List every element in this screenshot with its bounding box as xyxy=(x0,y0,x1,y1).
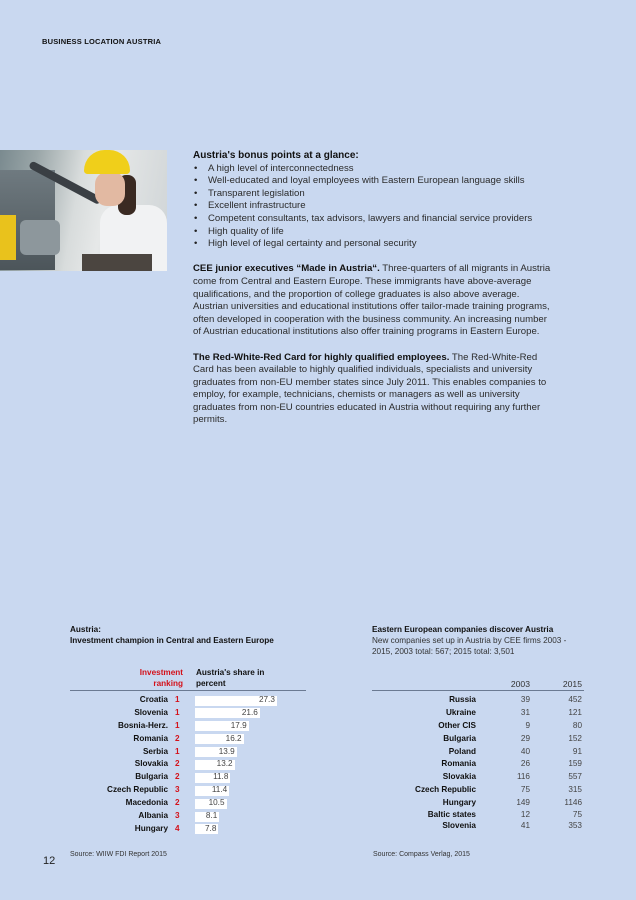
investment-rank: 3 xyxy=(175,811,180,821)
investment-champion-chart xyxy=(70,624,306,833)
bonus-points-list xyxy=(193,163,553,251)
value-2015: 91 xyxy=(572,746,582,756)
paragraph-lead: The Red-White-Red Card for highly qualified employees. xyxy=(193,351,450,363)
investment-rank: 2 xyxy=(175,759,180,769)
column-header-share xyxy=(196,667,264,689)
country-label: Romania xyxy=(441,759,476,769)
circuit-board xyxy=(82,254,152,271)
paragraph-cee-executives xyxy=(193,263,553,339)
bonus-point-item: • High level of legal certainty and personal security xyxy=(193,238,553,251)
share-bar xyxy=(195,773,230,783)
investment-rank: 1 xyxy=(175,746,180,756)
chart-row xyxy=(70,823,306,836)
country-label: Romania xyxy=(133,733,168,743)
table-row xyxy=(372,720,584,733)
value-2015: 315 xyxy=(568,785,582,795)
bonus-point-item: • High quality of life xyxy=(193,226,553,239)
value-2003: 149 xyxy=(516,798,530,808)
column-header-ranking xyxy=(70,667,183,689)
investment-rank: 1 xyxy=(175,707,180,717)
chart-row xyxy=(70,784,306,797)
country-label: Ukraine xyxy=(445,707,476,717)
face xyxy=(95,172,125,206)
share-bar xyxy=(195,708,260,718)
value-2015: 159 xyxy=(568,759,582,769)
header-text: percent xyxy=(196,679,226,688)
paragraph-body: The Red-White-Red Card has been available to highly qualified individuals, specialists and university graduates from non-EU member states since July 2011. This enables companies to employ, for example, technicians, chemists or managers as well as university graduates from non-EU countries educated in Austria without requiring any further permits. xyxy=(193,351,547,426)
value-2015: 75 xyxy=(572,810,582,820)
header-text: Austria's share in xyxy=(196,668,265,677)
chart-row xyxy=(70,720,306,733)
share-value: 17.9 xyxy=(230,720,247,730)
share-value: 7.8 xyxy=(205,823,217,833)
country-label: Baltic states xyxy=(427,810,476,820)
investment-rank: 2 xyxy=(175,733,180,743)
share-bar xyxy=(195,734,244,744)
value-2003: 39 xyxy=(520,695,530,704)
header-text: Investment xyxy=(139,668,183,677)
table-row xyxy=(372,694,584,707)
country-label: Russia xyxy=(449,695,476,704)
country-label: Albania xyxy=(138,811,168,821)
share-value: 13.9 xyxy=(218,746,235,756)
header-divider xyxy=(70,690,306,691)
chart-row xyxy=(70,707,306,720)
investment-rank: 1 xyxy=(175,695,180,704)
cee-companies-table xyxy=(372,624,584,830)
share-value: 11.4 xyxy=(211,785,228,795)
country-label: Slovakia xyxy=(442,772,476,782)
value-2003: 75 xyxy=(520,785,530,795)
page-number: 12 xyxy=(43,855,56,867)
hard-hat-icon xyxy=(84,150,130,174)
country-label: Hungary xyxy=(134,823,168,833)
header-divider xyxy=(372,690,584,691)
bonus-point-item: • Competent consultants, tax advisors, lawyers and financial service providers xyxy=(193,213,553,226)
chart-rows xyxy=(70,694,306,836)
investment-rank: 3 xyxy=(175,785,180,795)
table-row xyxy=(372,733,584,746)
value-2015: 121 xyxy=(568,707,582,717)
chart-row xyxy=(70,733,306,746)
bonus-points-title: Austria's bonus points at a glance: xyxy=(193,150,359,161)
share-value: 21.6 xyxy=(241,707,258,717)
column-header-2003: 2003 xyxy=(510,679,530,689)
share-bar xyxy=(195,747,237,757)
value-2003: 26 xyxy=(520,759,530,769)
chart-row xyxy=(70,746,306,759)
value-2015: 1146 xyxy=(564,798,582,808)
table-row xyxy=(372,821,584,832)
paragraph-lead: CEE junior executives “Made in Austria“. xyxy=(193,263,380,275)
value-2015: 152 xyxy=(568,733,582,743)
share-bar xyxy=(195,812,219,822)
country-label: Macedonia xyxy=(125,798,168,808)
bonus-point-item: • Transparent legislation xyxy=(193,188,553,201)
share-value: 13.2 xyxy=(216,759,233,769)
share-value: 27.3 xyxy=(258,695,275,704)
chart-row xyxy=(70,758,306,771)
investment-rank: 4 xyxy=(175,823,180,833)
value-2003: 31 xyxy=(520,707,530,717)
source-left: Source: WIIW FDI Report 2015 xyxy=(70,851,167,858)
chart-row xyxy=(70,810,306,823)
header-text: ranking xyxy=(153,679,183,688)
country-label: Slovenia xyxy=(134,707,168,717)
table-row xyxy=(372,784,584,797)
share-bar xyxy=(195,760,235,770)
share-value: 16.2 xyxy=(225,733,242,743)
table-row xyxy=(372,707,584,720)
share-bar xyxy=(195,786,229,796)
bonus-point-item: • Excellent infrastructure xyxy=(193,200,553,213)
country-label: Croatia xyxy=(139,695,168,704)
table-title: Eastern European companies discover Austria xyxy=(372,625,554,634)
table-rows xyxy=(372,694,584,831)
paragraph-body: Three-quarters of all migrants in Austria come from Central and Eastern Europe. These immigrants have above-average qualifications, and the proportion of college graduates is also above average. Austrian universities and educational institutions offer tailor-made training programs, often developed in cooperation with the business community. An increasing number of Austrian educational institutions also offer training programs in Eastern Europe. xyxy=(193,263,551,338)
value-2003: 29 xyxy=(520,733,530,743)
country-label: Bulgaria xyxy=(135,772,168,782)
value-2015: 353 xyxy=(568,820,582,830)
table-row xyxy=(372,746,584,759)
source-right: Source: Compass Verlag, 2015 xyxy=(373,851,470,858)
value-2003: 9 xyxy=(525,720,530,730)
table-row xyxy=(372,758,584,771)
value-2015: 557 xyxy=(568,772,582,782)
country-label: Poland xyxy=(448,746,476,756)
country-label: Slovakia xyxy=(134,759,168,769)
value-2003: 40 xyxy=(520,746,530,756)
share-bar xyxy=(195,696,277,706)
country-label: Bosnia-Herz. xyxy=(117,720,168,730)
country-label: Other CIS xyxy=(438,720,476,730)
investment-rank: 1 xyxy=(175,720,180,730)
column-header-2015: 2015 xyxy=(562,679,582,689)
investment-rank: 2 xyxy=(175,798,180,808)
chart-row xyxy=(70,694,306,707)
country-label: Serbia xyxy=(142,746,168,756)
table-row xyxy=(372,771,584,784)
country-label: Bulgaria xyxy=(443,733,476,743)
country-label: Czech Republic xyxy=(107,785,168,795)
share-value: 8.1 xyxy=(205,811,218,821)
share-value: 10.5 xyxy=(208,798,225,808)
country-label: Slovenia xyxy=(442,820,476,830)
share-bar xyxy=(195,824,218,834)
country-label: Hungary xyxy=(442,798,476,808)
main-article xyxy=(193,150,553,427)
value-2015: 452 xyxy=(568,695,582,704)
bonus-point-item: • Well-educated and loyal employees with Eastern European language skills xyxy=(193,175,553,188)
country-label: Czech Republic xyxy=(415,785,476,795)
value-2003: 116 xyxy=(516,772,530,782)
bonus-point-item: • A high level of interconnectedness xyxy=(193,163,553,176)
table-subtitle: New companies set up in Austria by CEE firms 2003 - 2015, 2003 total: 567; 2015 total: 3,501 xyxy=(372,636,567,656)
value-2015: 80 xyxy=(572,720,582,730)
chart-title-line2: Investment champion in Central and Eastern Europe xyxy=(70,636,274,645)
chart-title-line1: Austria: xyxy=(70,625,101,634)
investment-rank: 2 xyxy=(175,772,180,782)
value-2003: 12 xyxy=(520,810,530,820)
table-row xyxy=(372,797,584,810)
paragraph-red-white-red-card xyxy=(193,352,553,428)
machine-yellow-part xyxy=(0,215,16,260)
share-value: 11.8 xyxy=(213,772,229,782)
value-2003: 41 xyxy=(520,820,530,830)
section-label: BUSINESS LOCATION AUSTRIA xyxy=(42,37,162,46)
engineer-photo xyxy=(0,150,167,271)
chart-row xyxy=(70,797,306,810)
share-bar xyxy=(195,799,227,809)
table-row xyxy=(372,810,584,821)
share-bar xyxy=(195,721,249,731)
machine-cylinder xyxy=(20,220,60,255)
chart-row xyxy=(70,771,306,784)
